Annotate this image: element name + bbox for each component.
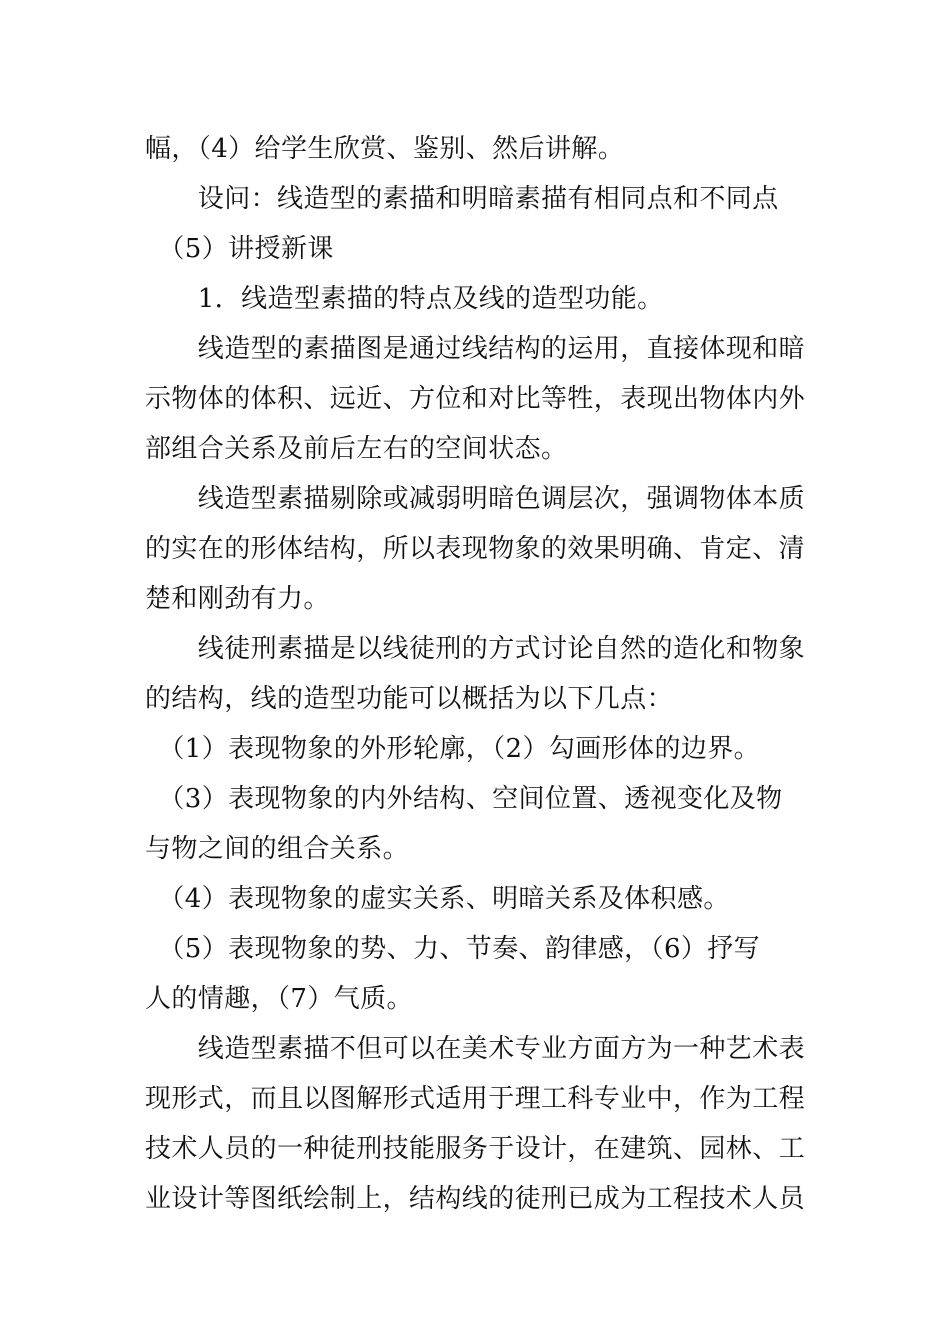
text-line: 现形式，而且以图解形式适用于理工科专业中，作为工程 — [145, 1084, 806, 1114]
text-line: 的结构，线的造型功能可以概括为以下几点： — [145, 684, 674, 714]
text-line: （5）表现物象的势、力、节奏、韵律感，（6）抒写 — [145, 934, 761, 964]
text-line: 的实在的形体结构，所以表现物象的效果明确、肯定、清 — [145, 534, 806, 564]
text-line: 设问：线造型的素描和明暗素描有相同点和不同点 — [145, 184, 779, 214]
text-line: 线徒刑素描是以线徒刑的方式讨论自然的造化和物象 — [145, 634, 806, 664]
text-line: 人的情趣，（7）气质。 — [145, 984, 413, 1014]
text-line: 线造型的素描图是通过线结构的运用，直接体现和暗 — [145, 334, 806, 364]
text-line: 线造型素描剔除或减弱明暗色调层次，强调物体本质 — [145, 484, 806, 514]
text-line: 线造型素描不但可以在美术专业方面方为一种艺术表 — [145, 1034, 806, 1064]
text-line: 示物体的体积、远近、方位和对比等牲，表现出物体内外 — [145, 384, 806, 414]
text-line: 业设计等图纸绘制上，结构线的徒刑已成为工程技术人员 — [145, 1184, 806, 1214]
text-line: （4）表现物象的虚实关系、明暗关系及体积感。 — [145, 884, 730, 914]
text-line: 1．线造型素描的特点及线的造型功能。 — [145, 284, 664, 314]
text-line: 部组合关系及前后左右的空间状态。 — [145, 434, 568, 464]
text-line: 幅，（4）给学生欣赏、鉴别、然后讲解。 — [145, 134, 625, 164]
text-line: （5）讲授新课 — [145, 234, 334, 264]
text-line: （1）表现物象的外形轮廓，（2）勾画形体的边界。 — [145, 734, 761, 764]
text-line: 楚和刚劲有力。 — [145, 584, 330, 614]
text-line: 与物之间的组合关系。 — [145, 834, 410, 864]
text-line: 技术人员的一种徒刑技能服务于设计，在建筑、园林、工 — [145, 1134, 806, 1164]
text-line: （3）表现物象的内外结构、空间位置、透视变化及物 — [145, 784, 783, 814]
